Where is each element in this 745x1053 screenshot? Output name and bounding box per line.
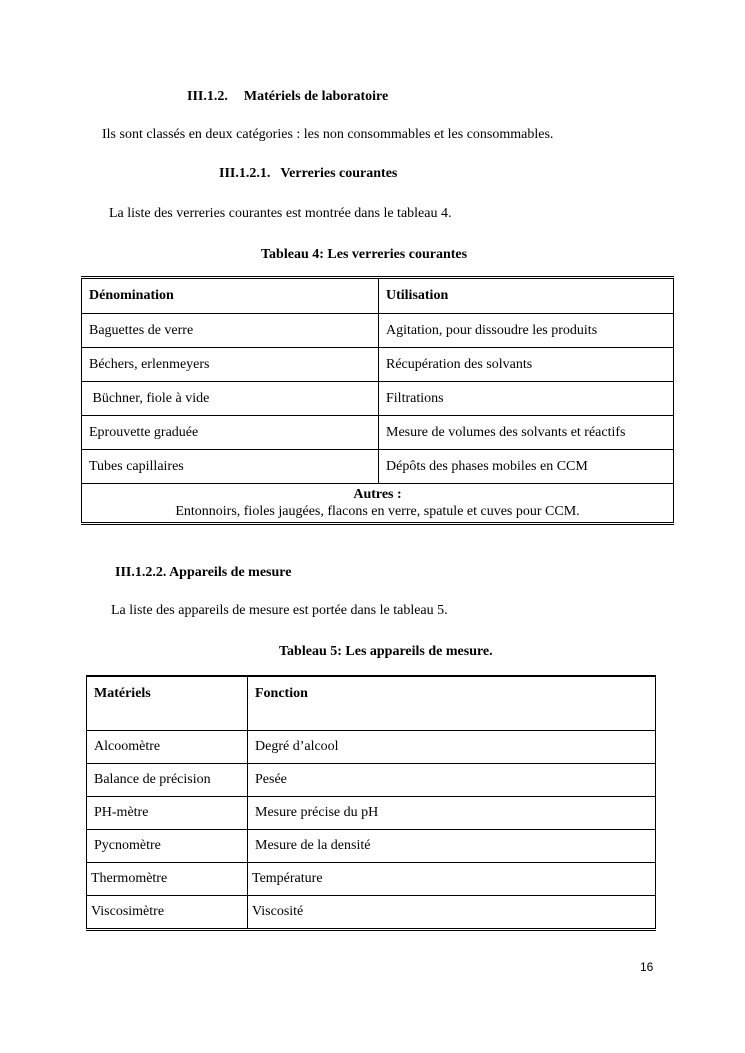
table4-cell: Eprouvette graduée [82, 416, 379, 450]
table4-caption: Tableau 4: Les verreries courantes [261, 247, 468, 262]
subsection2-intro: La liste des appareils de mesure est portée dans le tableau 5. [111, 603, 448, 618]
table5 [86, 675, 656, 931]
table5-cell: Degré d’alcool [248, 731, 656, 764]
table5-cell: Mesure précise du pH [248, 797, 656, 830]
table-row [87, 731, 656, 764]
table5-cell: Pycnomètre [87, 830, 248, 863]
table-row [82, 314, 674, 348]
table5-header-row [87, 676, 656, 731]
table4-others-label: Autres : [353, 487, 402, 502]
table5-cell: Mesure de la densité [248, 830, 656, 863]
table5-cell: Thermomètre [87, 863, 248, 896]
table4-cell: Agitation, pour dissoudre les produits [379, 314, 674, 348]
table-row [87, 830, 656, 863]
table4-cell: Mesure de volumes des solvants et réactifs [379, 416, 674, 450]
section-heading [187, 89, 388, 105]
table5-cell: Balance de précision [87, 764, 248, 797]
table4-header-denomination: Dénomination [82, 278, 379, 314]
table4-cell: Récupération des solvants [379, 348, 674, 382]
table4-cell: Baguettes de verre [82, 314, 379, 348]
table5-cell: Viscosité [248, 896, 656, 930]
table5-cell: PH-mètre [87, 797, 248, 830]
table-row [87, 896, 656, 930]
table-row [87, 797, 656, 830]
table-row [82, 382, 674, 416]
table4 [81, 276, 674, 525]
section-number: III.1.2. [187, 89, 228, 104]
table-row [87, 863, 656, 896]
table4-cell: Büchner, fiole à vide [82, 382, 379, 416]
table4-cell: Dépôts des phases mobiles en CCM [379, 450, 674, 484]
table4-others-text: Entonnoirs, fioles jaugées, flacons en verre, spatule et cuves pour CCM. [175, 504, 580, 519]
section-intro: Ils sont classés en deux catégories : les non consommables et les consommables. [102, 127, 554, 142]
table-row [82, 348, 674, 382]
table-row [87, 764, 656, 797]
table5-caption: Tableau 5: Les appareils de mesure. [279, 644, 493, 659]
subsection1-number: III.1.2.1. [219, 166, 271, 181]
table5-cell: Alcoomètre [87, 731, 248, 764]
table5-header-materiels: Matériels [87, 676, 248, 731]
table5-cell: Température [248, 863, 656, 896]
table-row [82, 416, 674, 450]
subsection1-title: Verreries courantes [280, 166, 398, 181]
table4-header-utilisation: Utilisation [379, 278, 674, 314]
section-title: Matériels de laboratoire [243, 89, 389, 104]
table4-cell: Filtrations [379, 382, 674, 416]
table4-others-row [82, 484, 674, 524]
table4-cell: Tubes capillaires [82, 450, 379, 484]
table4-cell: Béchers, erlenmeyers [82, 348, 379, 382]
table5-cell: Viscosimètre [87, 896, 248, 930]
table4-header-row [82, 278, 674, 314]
subsection1-heading [219, 166, 397, 182]
table4-others-cell [82, 484, 674, 524]
subsection2-heading: III.1.2.2. Appareils de mesure [115, 565, 292, 580]
table5-header-fonction: Fonction [248, 676, 656, 731]
page-number: 16 [640, 960, 654, 974]
table-row [82, 450, 674, 484]
table5-cell: Pesée [248, 764, 656, 797]
subsection1-intro: La liste des verreries courantes est montrée dans le tableau 4. [109, 206, 452, 221]
